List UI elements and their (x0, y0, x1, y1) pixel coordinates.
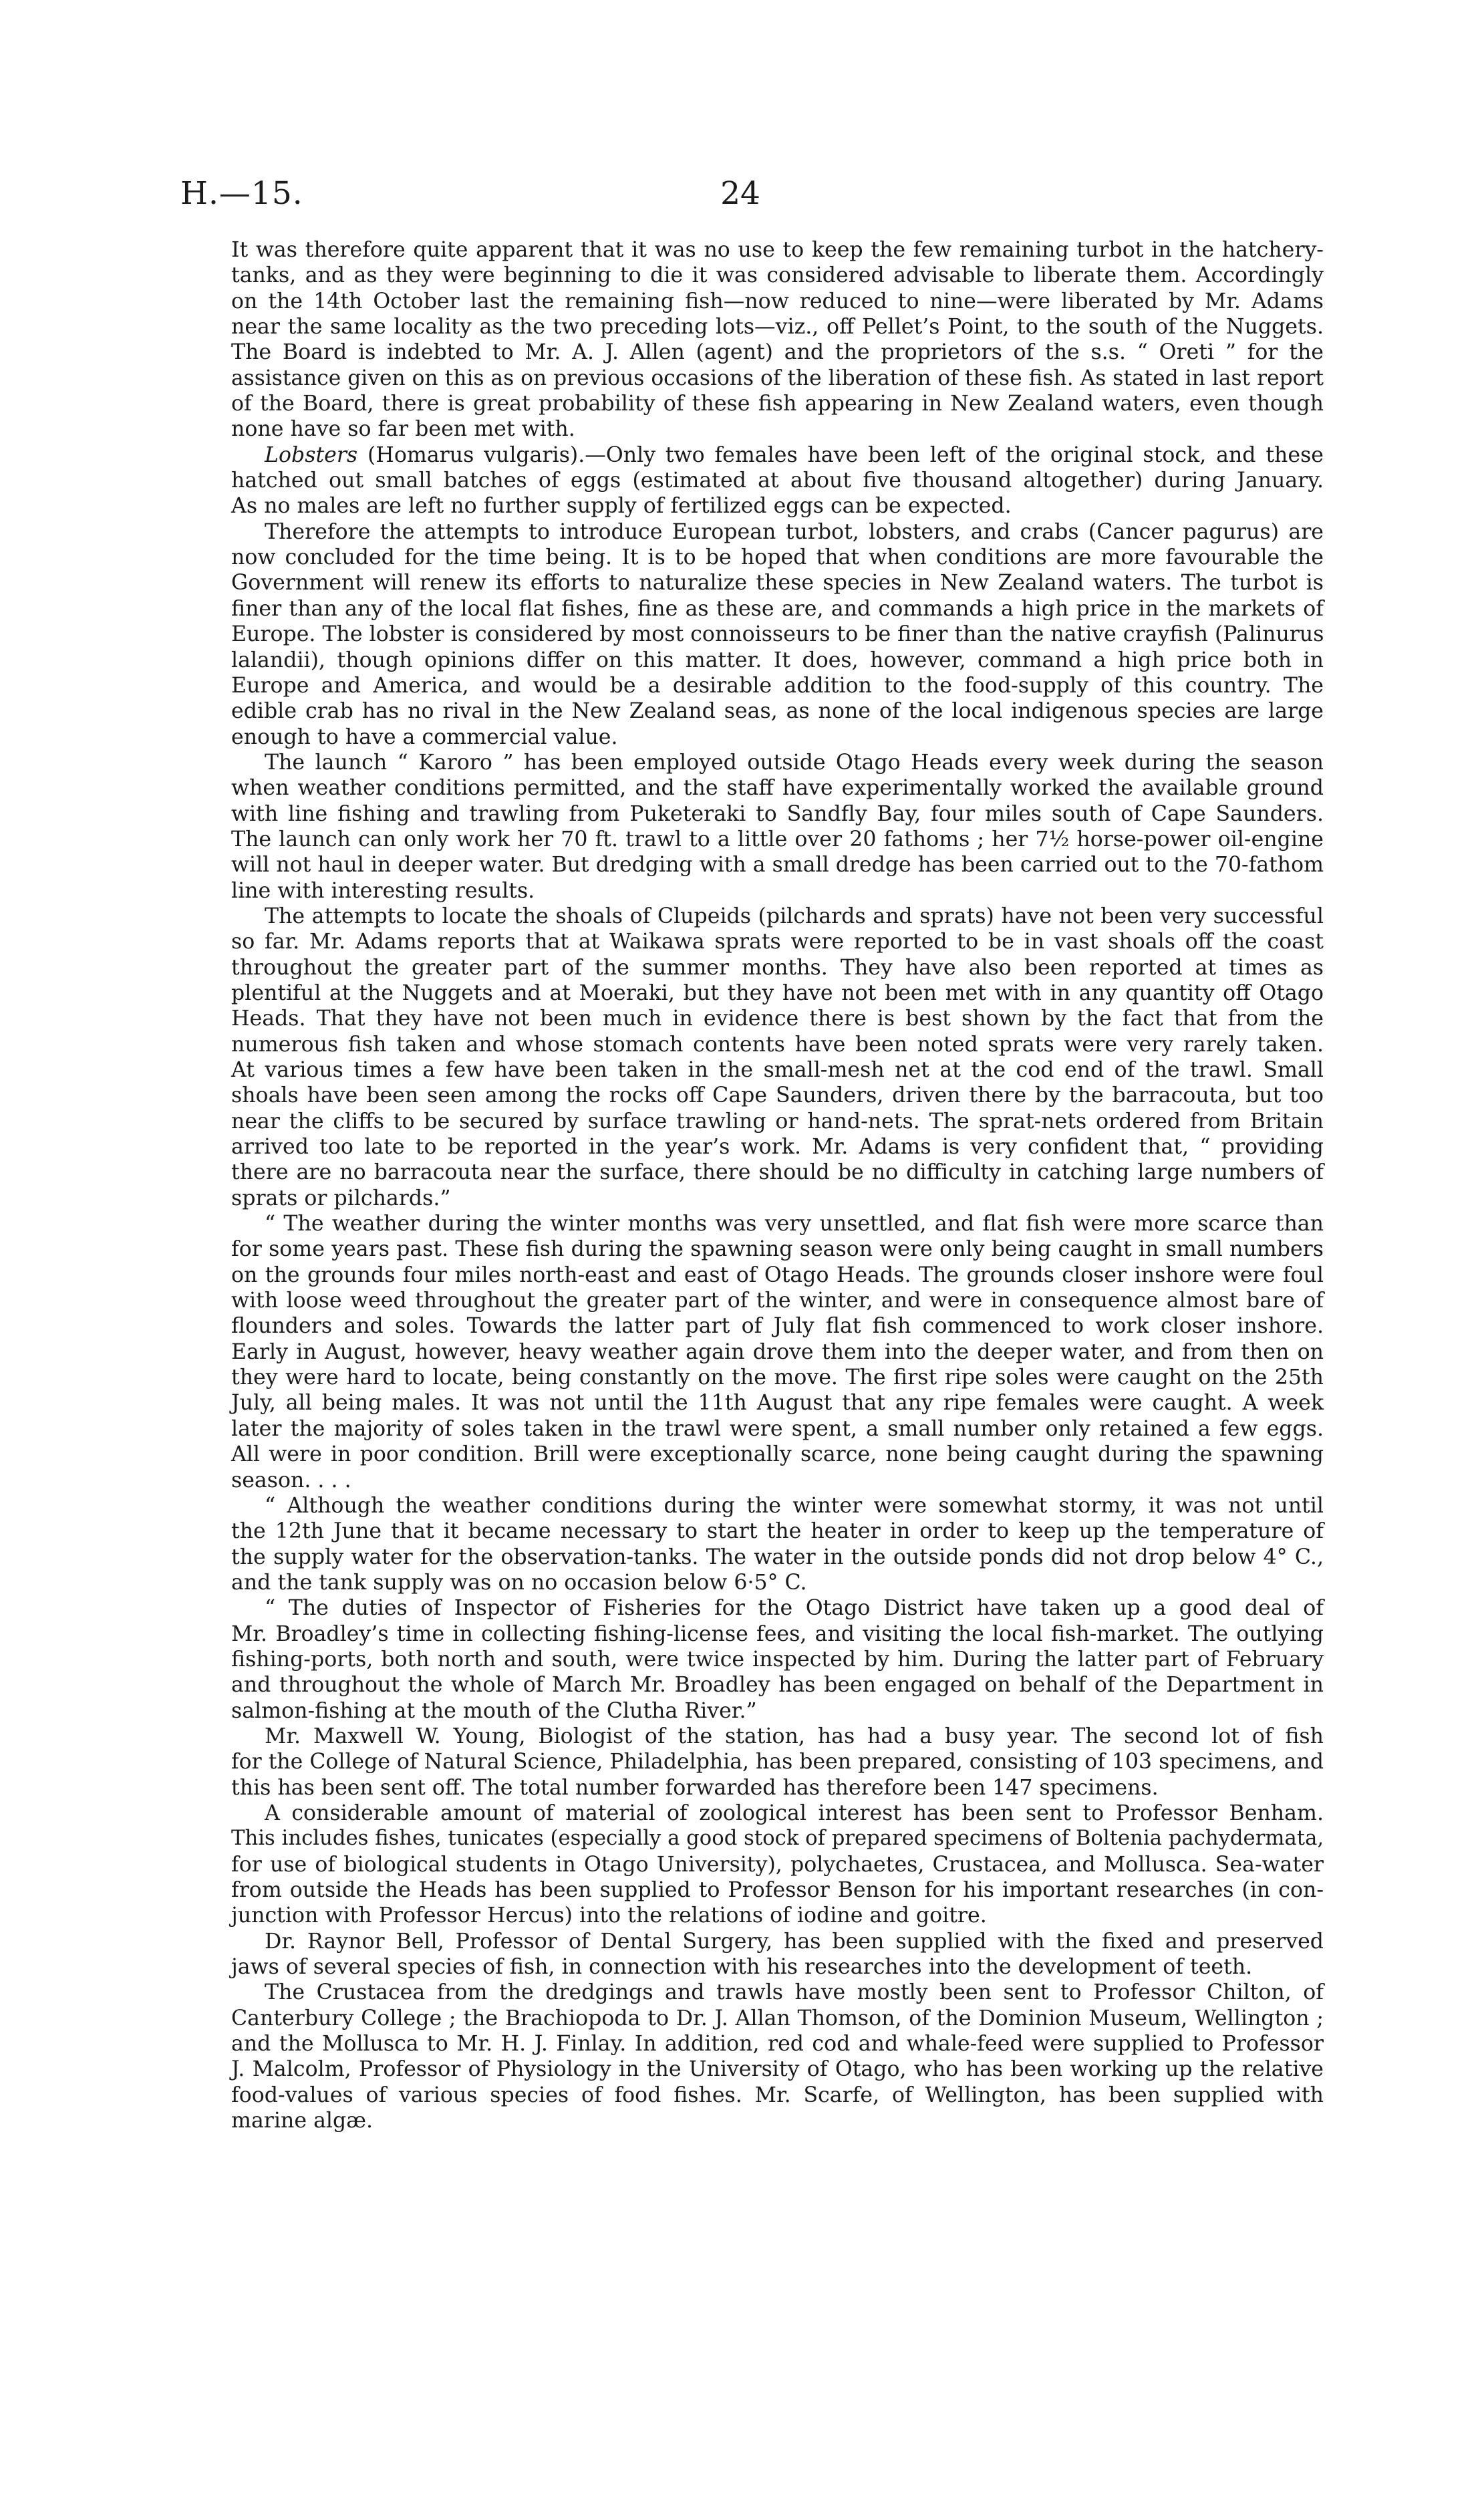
text-line: Mr. Broadley’s time in collecting fishing-license fees, and visiting the local fish-market. The outlying (231, 1621, 1324, 1646)
text-line: Early in August, however, heavy weather again drove them into the deeper water, and from then on (231, 1339, 1324, 1364)
text-line: At various times a few have been taken in the small-mesh net at the cod end of the trawl. Small (231, 1058, 1324, 1082)
text-line: jaws of several species of fish, in connection with his researches into the development of teeth. (231, 1955, 1253, 1980)
text-line: The Board is indebted to Mr. A. J. Allen (agent) and the proprietors of the s.s. “ Oreti ” for the (231, 340, 1324, 365)
text-line: the supply water for the observation-tanks. The water in the outside ponds did not drop below 4° C., (231, 1545, 1324, 1569)
text-line: All were in poor condition. Brill were exceptionally scarce, none being caught during the spawning (231, 1442, 1324, 1467)
text-line: none have so far been met with. (231, 417, 575, 442)
text-line: now concluded for the time being. It is to be hoped that when conditions are more favourable the (231, 545, 1324, 570)
text-line: plentiful at the Nuggets and at Moeraki, but they have not been met with in any quantity off Otago (231, 980, 1324, 1005)
text-line: lalandii), though opinions differ on this matter. It does, however, command a high price both in (231, 648, 1324, 672)
text-line: they were hard to locate, being constantly on the move. The first ripe soles were caught on the 25th (231, 1365, 1324, 1390)
text-line: throughout the greater part of the summer months. They have also been reported at times as (231, 955, 1324, 980)
text-line: junction with Professor Hercus) into the relations of iodine and goitre. (231, 1903, 987, 1928)
text-line: A considerable amount of material of zoological interest has been sent to Professor Benham. (265, 1801, 1324, 1825)
text-line: for the College of Natural Science, Philadelphia, has been prepared, consisting of 103 specimens, and (231, 1750, 1324, 1774)
text-line: “ The weather during the winter months was very unsettled, and flat fish were more scarce than (265, 1212, 1324, 1236)
text-line: This includes fishes, tunicates (especially a good stock of prepared specimens of Boltenia pachydermata, (231, 1827, 1324, 1851)
text-line: with line fishing and trawling from Puketeraki to Sandfly Bay, four miles south of Cape Saunders. (231, 801, 1324, 826)
text-line: Dr. Raynor Bell, Professor of Dental Surgery, has been supplied with the fixed and preserved (265, 1929, 1324, 1954)
text-line: July, all being males. It was not until the 11th August that any ripe females were caught. A week (231, 1391, 1324, 1416)
text-line: assistance given on this as on previous occasions of the liberation of these fish. As stated in last report (231, 366, 1324, 390)
italic-term: Lobsters (265, 442, 358, 467)
document-id: H.—15. (180, 175, 303, 212)
text-line: tanks, and as they were beginning to die it was considered advisable to liberate them. Accordingly (231, 263, 1324, 288)
text-line: food-values of various species of food fishes. Mr. Scarfe, of Wellington, has been supplied with (231, 2083, 1324, 2107)
text-line: Therefore the attempts to introduce European turbot, lobsters, and crabs (Cancer pagurus) are (265, 519, 1324, 544)
text-line: Europe and America, and would be a desirable addition to the food-supply of this country. The (231, 673, 1324, 698)
text-line: there are no barracouta near the surface, there should be no difficulty in catching large numbers of (231, 1160, 1324, 1185)
text-line: the 12th June that it became necessary to start the heater in order to keep up the temperature of (231, 1519, 1324, 1544)
text-line: Government will renew its efforts to naturalize these species in New Zealand waters. The turbot is (231, 571, 1324, 596)
text-line: so far. Mr. Adams reports that at Waikawa sprats were reported to be in vast shoals off the coast (231, 930, 1324, 954)
text-line: and the tank supply was on no occasion below 6·5° C. (231, 1570, 807, 1595)
text-line: later the majority of soles taken in the trawl were spent, a small number only retained a few eggs. (231, 1416, 1324, 1441)
text-line: enough to have a commercial value. (231, 724, 618, 749)
text-line: It was therefore quite apparent that it was no use to keep the few remaining turbot in the hatchery- (231, 238, 1324, 262)
text-line: Heads. That they have not been much in evidence there is best shown by the fact that from the (231, 1007, 1324, 1031)
text-line: and the Mollusca to Mr. H. J. Finlay. In addition, red cod and whale-feed were supplied to Professor (231, 2032, 1324, 2057)
body-text (231, 237, 1324, 2133)
text-line: As no males are left no further supply of fertilized eggs can be expected. (231, 494, 1012, 519)
text-line: on the grounds four miles north-east and east of Otago Heads. The grounds closer inshore were foul (231, 1263, 1324, 1287)
text-line: from outside the Heads has been supplied to Professor Benson for his important researches (in con- (231, 1878, 1324, 1902)
text-line: The attempts to locate the shoals of Clupeids (pilchards and sprats) have not been very successful (265, 904, 1324, 928)
text-line: J. Malcolm, Professor of Physiology in the University of Otago, who has been working up the relative (231, 2057, 1324, 2082)
text-line: arrived too late to be reported in the year’s work. Mr. Adams is very confident that, “ providing (231, 1135, 1324, 1160)
text-line: when weather conditions permitted, and the staff have experimentally worked the available ground (231, 776, 1324, 801)
text-line: “ The duties of Inspector of Fisheries for the Otago District have taken up a good deal of (265, 1596, 1324, 1621)
text-line: for use of biological students in Otago University), polychaetes, Crustacea, and Mollusca. Sea-water (231, 1852, 1324, 1877)
page-number: 24 (720, 175, 760, 212)
text-line: The launch can only work her 70 ft. trawl to a little over 20 fathoms ; her 7½ horse-power oil-engine (231, 827, 1324, 851)
text-line: Lobsters (Homarus vulgaris).—Only two females have been left of the original stock, and these (265, 442, 1324, 467)
text-line: “ Although the weather conditions during the winter were somewhat stormy, it was not until (265, 1493, 1324, 1518)
text-line: on the 14th October last the remaining fish—now reduced to nine—were liberated by Mr. Adams (231, 289, 1324, 313)
text-line: flounders and soles. Towards the latter part of July flat fish commenced to work closer inshore. (231, 1314, 1324, 1339)
text-line: line with interesting results. (231, 878, 535, 903)
text-line: Canterbury College ; the Brachiopoda to Dr. J. Allan Thomson, of the Dominion Museum, Wellington ; (231, 2006, 1324, 2030)
text-line: edible crab has no rival in the New Zealand seas, as none of the local indigenous species are large (231, 699, 1324, 724)
text-line: of the Board, there is great probability of these fish appearing in New Zealand waters, even though (231, 392, 1324, 416)
text-line: Europe. The lobster is considered by most connoisseurs to be finer than the native crayfish (Palinurus (231, 622, 1324, 647)
text-line: season. . . . (231, 1468, 351, 1492)
text-line: The Crustacea from the dredgings and trawls have mostly been sent to Professor Chilton, of (265, 1980, 1324, 2005)
text-line: for some years past. These fish during the spawning season were only being caught in small numbers (231, 1237, 1324, 1262)
text-line: numerous fish taken and whose stomach contents have been noted sprats were very rarely taken. (231, 1032, 1324, 1057)
text-line: marine algæ. (231, 2109, 373, 2133)
text-line: The launch “ Karoro ” has been employed outside Otago Heads every week during the season (265, 750, 1324, 775)
text-line: and throughout the whole of March Mr. Broadley has been engaged on behalf of the Department in (231, 1673, 1324, 1698)
text-line: Mr. Maxwell W. Young, Biologist of the station, has had a busy year. The second lot of fish (265, 1724, 1324, 1748)
text-line: near the same locality as the two preceding lots—viz., off Pellet’s Point, to the south of the Nuggets. (231, 315, 1324, 340)
text-line: shoals have been seen among the rocks off Cape Saunders, driven there by the barracouta, but too (231, 1083, 1324, 1108)
text-line: this has been sent off. The total number forwarded has therefore been 147 specimens. (231, 1775, 1159, 1800)
text-line: near the cliffs to be secured by surface trawling or hand-nets. The sprat-nets ordered from Britain (231, 1109, 1324, 1134)
text-line: finer than any of the local flat fishes, fine as these are, and commands a high price in the markets of (231, 596, 1324, 621)
text-line: sprats or pilchards.” (231, 1186, 451, 1210)
text-line: fishing-ports, both north and south, were twice inspected by him. During the latter part of February (231, 1647, 1324, 1672)
page-header (0, 0, 1484, 214)
text-line: salmon-fishing at the mouth of the Clutha River.” (231, 1698, 757, 1723)
text-line: will not haul in deeper water. But dredging with a small dredge has been carried out to the 70-fathom (231, 853, 1324, 878)
text-line: hatched out small batches of eggs (estimated at about five thousand altogether) during January. (231, 469, 1324, 493)
text-line: with loose weed throughout the greater part of the winter, and were in consequence almost bare of (231, 1289, 1324, 1313)
